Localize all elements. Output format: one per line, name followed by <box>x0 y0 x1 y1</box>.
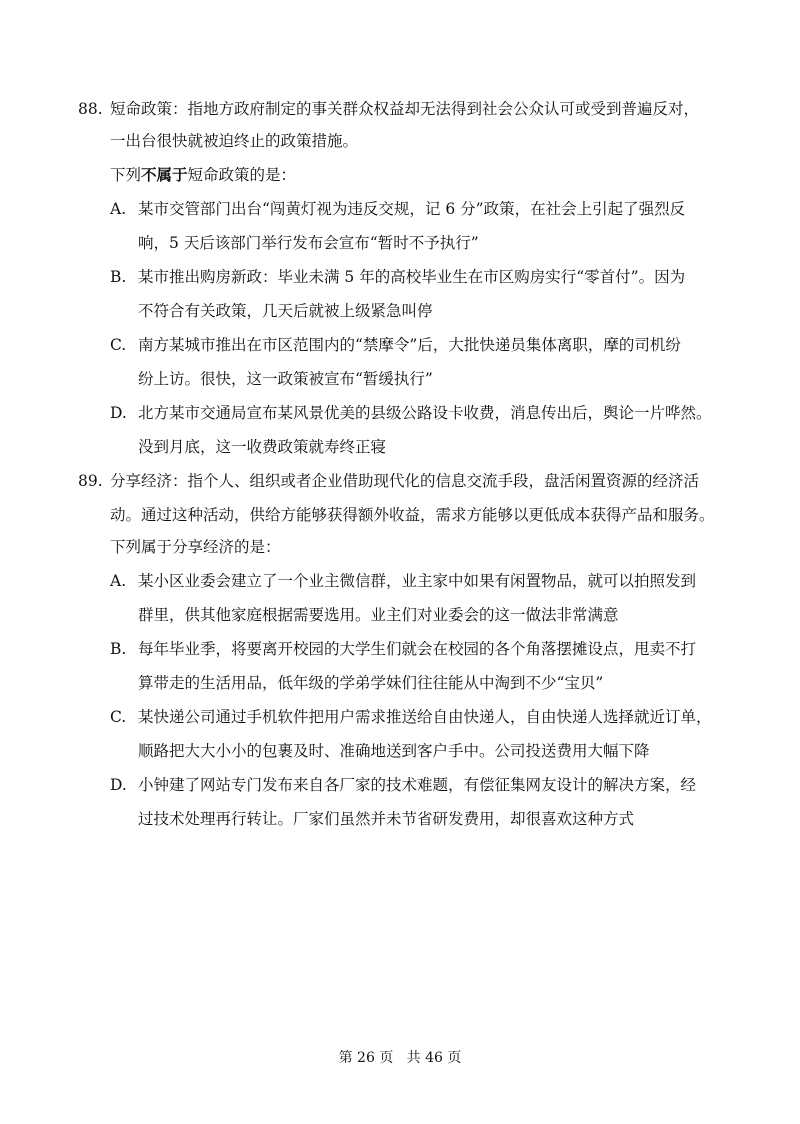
option-label-c: C. <box>110 708 127 726</box>
option-d-text: 小钟建了网站专门发布来自各厂家的技术难题，有偿征集网友设计的解决方案，经 <box>138 776 697 794</box>
option-c-text: 纷上访。很快，这一政策被宣布“暂缓执行” <box>138 370 433 388</box>
page-footer: 第 26 页 共 46 页 <box>338 1050 462 1066</box>
emphasis-not: 不属于 <box>141 165 188 184</box>
definition-line: 分享经济：指个人、组织或者企业借助现代化的信息交流手段，盘活闲置资源的经济活 <box>110 472 700 490</box>
option-label-a: A. <box>110 572 127 590</box>
option-label-b: B. <box>110 640 127 658</box>
definition-line: 动。通过这种活动，供给方能够获得额外收益，需求方能够以更低成本获得产品和服务。 <box>110 506 715 524</box>
option-c-text: 顺路把大大小小的包裹及时、准确地送到客户手中。公司投送费用大幅下降 <box>138 742 650 760</box>
definition-line: 一出台很快就被迫终止的政策措施。 <box>110 132 359 150</box>
option-d-text: 没到月底，这一收费政策就寿终正寝 <box>138 438 387 456</box>
option-label-a: A. <box>110 200 127 218</box>
option-label-d: D. <box>110 404 127 422</box>
question-number: 89. <box>78 472 103 490</box>
option-label-b: B. <box>110 268 127 286</box>
option-b-text: 某市推出购房新政：毕业未满 5 年的高校毕业生在市区购房实行“零首付”。因为 <box>138 268 686 286</box>
option-label-c: C. <box>110 336 127 354</box>
option-b-text: 算带走的生活用品，低年级的学弟学妹们往往能从中淘到不少“宝贝” <box>138 674 604 692</box>
question-number: 88. <box>78 100 103 118</box>
option-b-text: 每年毕业季，将要离开校园的大学生们就会在校园的各个角落摆摊设点，甩卖不打 <box>138 640 697 658</box>
option-label-d: D. <box>110 776 127 794</box>
definition-line: 短命政策：指地方政府制定的事关群众权益却无法得到社会公众认可或受到普遍反对， <box>110 100 700 118</box>
option-a-text: 群里，供其他家庭根据需要选用。业主们对业委会的这一做法非常满意 <box>138 606 619 624</box>
option-c-text: 某快递公司通过手机软件把用户需求推送给自由快递人，自由快递人选择就近订单， <box>138 708 712 726</box>
option-b-text: 不符合有关政策，几天后就被上级紧急叫停 <box>138 302 433 320</box>
question-prompt: 下列属于分享经济的是： <box>110 538 281 556</box>
question-prompt: 下列不属于短命政策的是： <box>110 165 297 184</box>
option-d-text: 北方某市交通局宣布某风景优美的县级公路设卡收费，消息传出后，舆论一片哗然。 <box>138 404 712 422</box>
option-a-text: 某市交管部门出台“闯黄灯视为违反交规，记 6 分”政策，在社会上引起了强烈反 <box>138 200 686 218</box>
option-d-text: 过技术处理再行转让。厂家们虽然并未节省研发费用，却很喜欢这种方式 <box>138 810 635 828</box>
option-a-text: 某小区业委会建立了一个业主微信群，业主家中如果有闲置物品，就可以拍照发到 <box>138 572 697 590</box>
option-a-text: 响，5 天后该部门举行发布会宣布“暂时不予执行” <box>138 234 479 252</box>
option-c-text: 南方某城市推出在市区范围内的“禁摩令”后，大批快递员集体离职，摩的司机纷 <box>138 336 681 354</box>
